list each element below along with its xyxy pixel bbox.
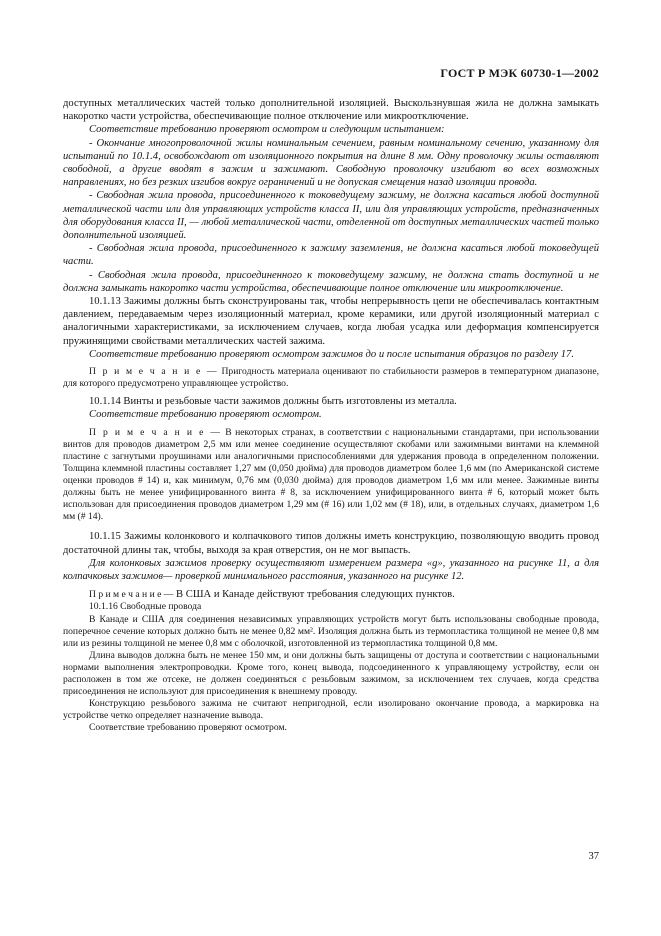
paragraph-10-1-14-verification: Соответствие требованию проверяют осмотром. <box>89 409 322 421</box>
note-label: П р и м е ч а н и е — <box>89 589 174 601</box>
paragraph-10-1-15-verification: Для колонковых зажимов проверку осуществляют измерением размера «g», указанного на рисунке 11, а для колпачковых зажимов— проверкой минимального расстояния, указанного на рисунке 12. <box>63 557 599 583</box>
paragraph-test-step-2: - Свободная жила провода, присоединенного к токоведущему зажиму, не должна касаться любой доступной металлической части или для управляющих устройств класса II, или для управляющих устройств, предназначенных для оборудования класса II, — любой металлической части, отделенной от доступных металлических частей только дополнительной изоляцией. <box>63 190 599 242</box>
paragraph-10-1-14: 10.1.14 Винты и резьбовые части зажимов должны быть изготовлены из металла. <box>89 396 457 408</box>
paragraph-10-1-16-title: 10.1.16 Свободные провода <box>89 601 202 613</box>
paragraph-10-1-13-verification: Соответствие требованию проверяют осмотром зажимов до и после испытания образцов по разделу 17. <box>89 348 574 360</box>
paragraph-10-1-16-verification: Соответствие требованию проверяют осмотром. <box>89 722 287 734</box>
paragraph-verification-intro: Соответствие требованию проверяют осмотром и следующим испытанием: <box>89 124 445 136</box>
note-text: В некоторых странах, в соответствии с национальными стандартами, при использовании винтов для проводов диаметром 2,5 мм или менее соединение осуществляют скобами или зажимными винтами на клеммной пластине с загнутыми проушинами или аналогичными приспособлениями для удержания провода в определенном положении. Толщина клеммной пластины составляет 1,27 мм (0,050 дюйма) для проводов диаметром более 1,6 мм (по Американской системе оценки проводов # 14) и, как минимум, 0,76 мм (0,030 дюйма) для проводов диаметром 1,6 мм или менее. Зажимные винты должны быть не менее унифицированного винта # 8, за исключением унифицированного винта # 6, который может быть использован для присоединения проводов диаметром 1,29 мм (# 16) или 1,02 мм (# 18), или, в отдельных случаях, диаметром 1,6 мм (# 14). <box>63 426 599 523</box>
paragraph-test-step-4: - Свободная жила провода, присоединенного к токоведущему зажиму, не должна стать доступной и не должна замыкать накоротко части устройства, обеспечивающие полное отключение или микроотключение. <box>63 269 599 294</box>
paragraph-10-1-16-construction: Конструкцию резьбового зажима не считают непригодной, если изолировано окончание провода, а маркировка на устройстве четко определяет назначение вывода. <box>63 698 599 722</box>
paragraph-test-step-3: - Свободная жила провода, присоединенного к зажиму заземления, не должна касаться любой токоведущей части. <box>63 243 599 268</box>
note-text: Пригодность материала оценивают по стабильности размеров в температурном диапазоне, для которого предусмотрено управляющее устройство. <box>63 366 599 390</box>
note-usa-canada <box>63 588 599 601</box>
page-body <box>63 97 599 734</box>
note-label: П р и м е ч а н и е — <box>89 426 222 438</box>
paragraph-continuation: доступных металлических частей только дополнительной изоляцией. Выскользнувшая жила не должна замыкать накоротко части устройства, обеспечивающие полное отключение или микроотключение. <box>63 98 599 123</box>
paragraph-10-1-13: 10.1.13 Зажимы должны быть сконструированы так, чтобы непрерывность цепи не обеспечивалась контактным давлением, передаваемым через изоляционный материал, кроме керамики, или другой изоляционный материал с аналогичными характеристиками, за исключением случаев, когда любая усадка или деформация компенсируется пружинящими свойствами металлических частей зажима. <box>63 296 599 347</box>
note-label: П р и м е ч а н и е — <box>89 366 219 378</box>
paragraph-10-1-16-section: В Канаде и США для соединения независимых управляющих устройств могут быть использованы свободные провода, поперечное сечение которых должно быть не менее 0,82 мм². Изоляция должна быть из термопластика толщиной не менее 0,8 мм или из резины толщиной не менее 0,8 мм с оболочкой, изготовленной из термопластика толщиной 0,8 мм. <box>63 613 599 649</box>
paragraph-test-step-1: - Окончание многопроволочной жилы номинальным сечением, равным номинальному сечению, указанному для испытаний по 10.1.4, освобождают от изоляционного покрытия на длине 8 мм. Одну проволочку жилы оставляют свободной, а другие вводят в зажим и зажимают. Свободную проволочку изгибают во всех возможных направлениях, но без резких изгибов вокруг ограничений и не допуская смещения назад изоляции провода. <box>63 137 599 189</box>
note-text: В США и Канаде действуют требования следующих пунктов. <box>176 589 455 601</box>
note-material <box>63 366 599 390</box>
note-screws <box>63 427 599 524</box>
document-header: ГОСТ Р МЭК 60730-1—2002 <box>440 66 599 80</box>
paragraph-10-1-16-leads: Длина выводов должна быть не менее 150 мм, и они должны быть защищены от доступа и соответствии с национальными нормами выполнения электропроводки. Кроме того, конец вывода, подсоединенного к управляющему устройству, если он расположен в том же отсеке, не должен соединяться с резьбовым зажимом, за исключением тех случаев, когда средства присоединения не используют для присоединения к внешнему проводу. <box>63 649 599 698</box>
paragraph-10-1-15: 10.1.15 Зажимы колонкового и колпачкового типов должны иметь конструкцию, позволяющую вводить провод достаточной длины так, чтобы, выходя за края отверстия, он не мог выпасть. <box>63 531 599 556</box>
page-number: 37 <box>588 851 599 862</box>
